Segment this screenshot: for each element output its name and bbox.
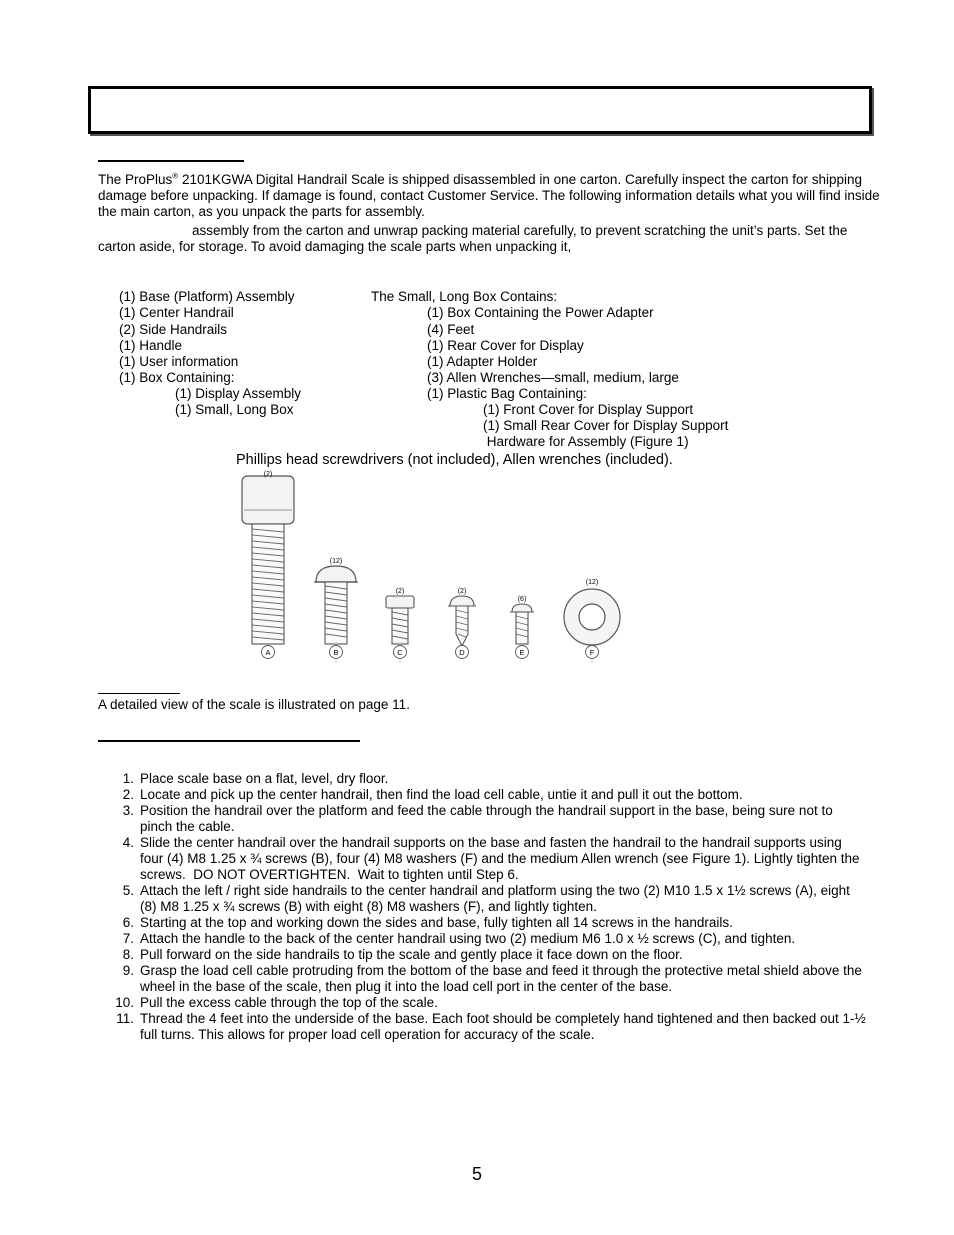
step-number: 8. (122, 947, 134, 962)
step-text: Starting at the top and working down the sides and base, fully tighten all 14 screws in the handrails. (140, 915, 733, 930)
step-number: 9. (122, 963, 134, 978)
step-text: Slide the center handrail over the handrail supports on the base and fasten the handrail to the handrail supports using four (4) M8 1.25 x ¾ screws (B), four (4) M8 washers (F) and the medium Allen wrench (see Figure 1). Lightly tighten the screws. DO NOT OVERTIGHTEN. Wait to tighten until Step 6. (140, 835, 864, 882)
carton-item: (1) Handle (119, 338, 183, 353)
screw-d-icon (448, 596, 476, 646)
screw-e-icon (510, 604, 534, 644)
step-text: Pull forward on the side handrails to tip the scale and gently place it face down on the floor. (140, 947, 683, 962)
carton-item: (1) Box Containing: (119, 370, 235, 385)
letter-e-label (516, 646, 529, 659)
section-rule-assembly (98, 740, 360, 742)
letter-c-label (394, 646, 407, 659)
step-text: Attach the handle to the back of the center handrail using two (2) medium M6 1.0 x ½ screws (C), and tighten. (140, 931, 796, 946)
hardware-figure (230, 470, 630, 666)
screw-c-icon (386, 596, 414, 644)
step-number: 6. (122, 915, 134, 930)
step-text: Pull the excess cable through the top of the scale. (140, 995, 438, 1010)
section-title-box (88, 86, 872, 134)
step-number: 10. (115, 995, 134, 1010)
assembly-step (98, 963, 868, 995)
unpack-text: assembly from the carton and unwrap packing material carefully, to prevent scratching the unit’s parts. Set the carton aside, for storage. To avoid damaging the scale parts when unpacking it, (98, 223, 848, 254)
letter-d: D (459, 648, 465, 657)
letter-b-label (330, 646, 343, 659)
small-box-item: (1) Box Containing the Power Adapter (427, 305, 654, 320)
small-box-item: (4) Feet (427, 322, 475, 337)
qty-label-d: (2) (457, 588, 467, 595)
screw-b-icon (314, 566, 358, 644)
step-number: 5. (122, 883, 134, 898)
letter-c: C (397, 648, 403, 657)
detail-view-note: A detailed view of the scale is illustrated on page 11. (98, 697, 410, 712)
page-number: 5 (471, 1164, 482, 1184)
assembly-step (98, 995, 868, 1011)
carton-item: (1) Center Handrail (119, 305, 234, 320)
assembly-step (98, 883, 868, 915)
registered-mark: ® (172, 171, 179, 181)
section-rule-detail (98, 693, 180, 694)
qty-label-b: (12) (329, 558, 343, 565)
section-rule-unpacking (98, 160, 244, 162)
step-number: 3. (122, 803, 134, 818)
bag-item: (1) Front Cover for Display Support (483, 402, 694, 417)
assembly-step (98, 1011, 868, 1043)
letter-f: F (589, 648, 595, 657)
qty-label-e: (6) (517, 596, 527, 603)
letter-a-label (262, 646, 275, 659)
step-text: Place scale base on a flat, level, dry floor. (140, 771, 389, 786)
assembly-steps (98, 771, 868, 1043)
intro-text-a: The ProPlus (98, 172, 173, 187)
step-text: Thread the 4 feet into the underside of the base. Each foot should be completely hand tightened and then backed out 1-½ full turns. This allows for proper load cell operation for accuracy of the scale. (140, 1011, 866, 1042)
step-number: 2. (122, 787, 134, 802)
assembly-step (98, 803, 868, 835)
step-text: Locate and pick up the center handrail, then find the load cell cable, untie it and pull it out the bottom. (140, 787, 743, 802)
unpack-paragraph (98, 223, 880, 255)
assembly-step (98, 787, 868, 803)
carton-item: (1) Base (Platform) Assembly (119, 289, 295, 304)
letter-b: B (333, 648, 339, 657)
assembly-step (98, 835, 868, 883)
assembly-step (98, 915, 868, 931)
box-subitem: (1) Display Assembly (175, 386, 302, 401)
qty-label-c: (2) (395, 588, 405, 595)
step-text: Grasp the load cell cable protruding from the bottom of the base and feed it through the protective metal shield above the wheel in the base of the scale, then plug it into the load cell port in the center of the base. (140, 963, 862, 994)
small-box-heading: The Small, Long Box Contains: (371, 289, 558, 304)
step-text: Attach the left / right side handrails to the center handrail and platform using the two (2) M10 1.5 x 1½ screws (A), eight (8) M8 1.25 x ¾ screws (B) with eight (8) M8 washers (F), and lightly tighten. (140, 883, 850, 914)
tools-needed: Phillips head screwdrivers (not included), Allen wrenches (included). (236, 452, 673, 468)
intro-paragraph (98, 172, 888, 220)
step-number: 1. (122, 771, 134, 786)
assembly-step (98, 771, 868, 787)
box-subitem: (1) Small, Long Box (175, 402, 294, 417)
letter-d-label (456, 646, 469, 659)
qty-label-a: (2) (263, 470, 273, 478)
small-box-item: (3) Allen Wrenches—small, medium, large (427, 370, 679, 385)
letter-e: E (519, 648, 525, 657)
small-box-item: (1) Plastic Bag Containing: (427, 386, 587, 401)
small-box-item: (1) Adapter Holder (427, 354, 538, 369)
qty-label-f: (12) (585, 579, 599, 586)
bag-item: (1) Small Rear Cover for Display Support (483, 418, 729, 433)
intro-text-b: 2101KGWA Digital Handrail Scale is shipped disassembled in one carton. Carefully inspect the carton for shipping damage before unpacking. If damage is found, contact Customer Service. The following information details what you will find inside the main carton, as you unpack the parts for assembly. (98, 172, 880, 219)
washer-f-icon (564, 589, 620, 645)
step-number: 11. (116, 1011, 134, 1026)
bag-item: Hardware for Assembly (Figure 1) (483, 434, 689, 449)
carton-item: (2) Side Handrails (119, 322, 228, 337)
step-number: 4. (122, 835, 134, 850)
letter-f-label (586, 646, 599, 659)
letter-a: A (265, 648, 271, 657)
assembly-step (98, 947, 868, 963)
screw-a-icon (242, 476, 294, 644)
step-number: 7. (122, 931, 134, 946)
step-text: Position the handrail over the platform and feed the cable through the handrail support in the base, being sure not to pinch the cable. (140, 803, 833, 834)
small-box-item: (1) Rear Cover for Display (427, 338, 584, 353)
carton-item: (1) User information (119, 354, 239, 369)
assembly-step (98, 931, 868, 947)
